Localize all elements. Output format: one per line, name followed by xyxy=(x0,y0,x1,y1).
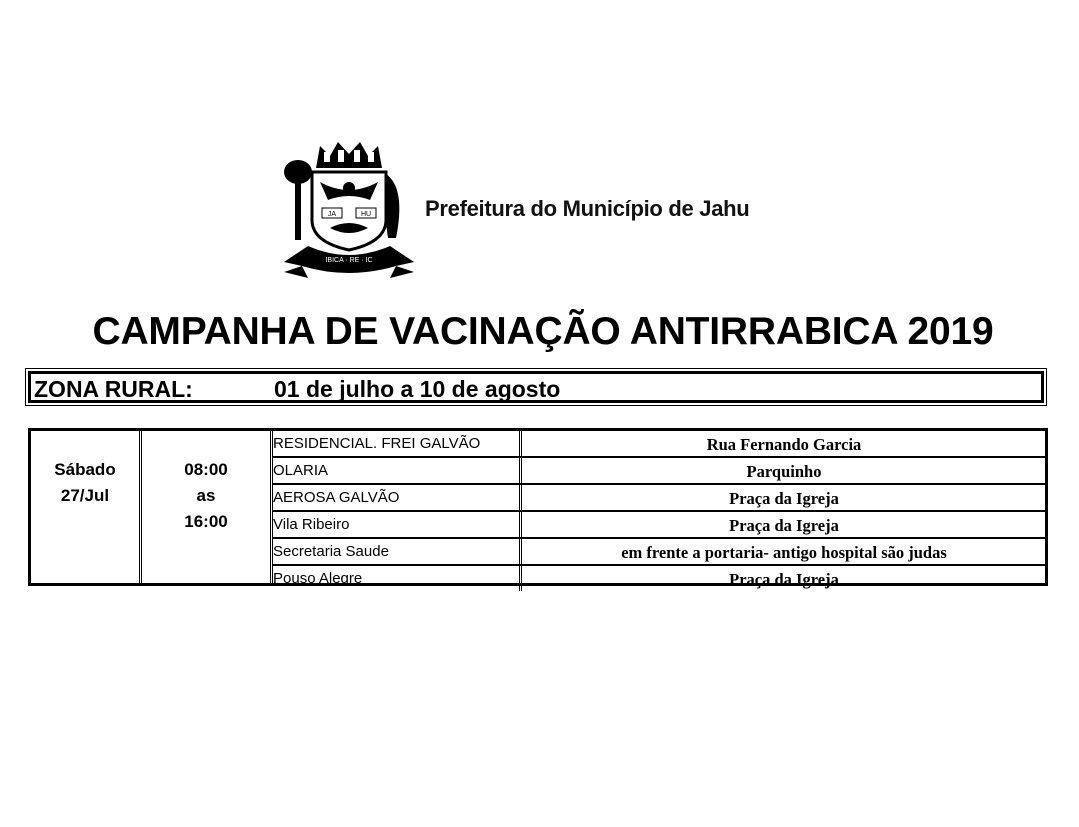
table-row xyxy=(273,458,1045,485)
zone-dates: 01 de julho a 10 de agosto xyxy=(274,376,561,402)
municipal-coat-of-arms-icon xyxy=(278,138,420,280)
day-name: Sábado xyxy=(54,460,116,479)
svg-text:HU: HU xyxy=(360,211,372,218)
location-address: Rua Fernando Garcia xyxy=(706,435,862,454)
table-row xyxy=(273,431,1045,458)
location-name: AEROSA GALVÃO xyxy=(273,485,522,510)
location-name: OLARIA xyxy=(273,458,522,483)
organization-name: Prefeitura do Município de Jahu xyxy=(425,196,750,221)
svg-text:IBICA · RE · IC: IBICA · RE · IC xyxy=(325,257,373,264)
zone-bar xyxy=(28,371,1044,403)
schedule-table xyxy=(28,428,1048,589)
zone-label: ZONA RURAL: xyxy=(34,376,193,402)
time-cell xyxy=(142,431,273,583)
location-address: Parquinho xyxy=(746,462,822,481)
table-row xyxy=(273,566,1045,591)
location-name: Pouso Alegre xyxy=(273,566,522,591)
location-name: Secretaria Saude xyxy=(273,539,522,564)
location-name: Vila Ribeiro xyxy=(273,512,522,537)
location-name: RESIDENCIAL. FREI GALVÃO xyxy=(273,431,522,456)
location-address: Praça da Igreja xyxy=(729,489,839,508)
table-row xyxy=(273,512,1045,539)
svg-text:JA: JA xyxy=(327,211,337,218)
location-rows xyxy=(273,431,1045,591)
time-separator: as xyxy=(196,486,216,505)
page-title: CAMPANHA DE VACINAÇÃO ANTIRRABICA 2019 xyxy=(92,310,994,353)
time-end: 16:00 xyxy=(184,512,228,531)
day-cell xyxy=(31,431,142,583)
location-address: Praça da Igreja xyxy=(729,516,839,535)
day-date: 27/Jul xyxy=(60,486,110,505)
location-address: em frente a portaria- antigo hospital são judas xyxy=(621,543,947,562)
table-row xyxy=(273,539,1045,566)
table-row xyxy=(273,485,1045,512)
time-start: 08:00 xyxy=(184,460,228,479)
location-address: Praça da Igreja xyxy=(729,570,839,589)
